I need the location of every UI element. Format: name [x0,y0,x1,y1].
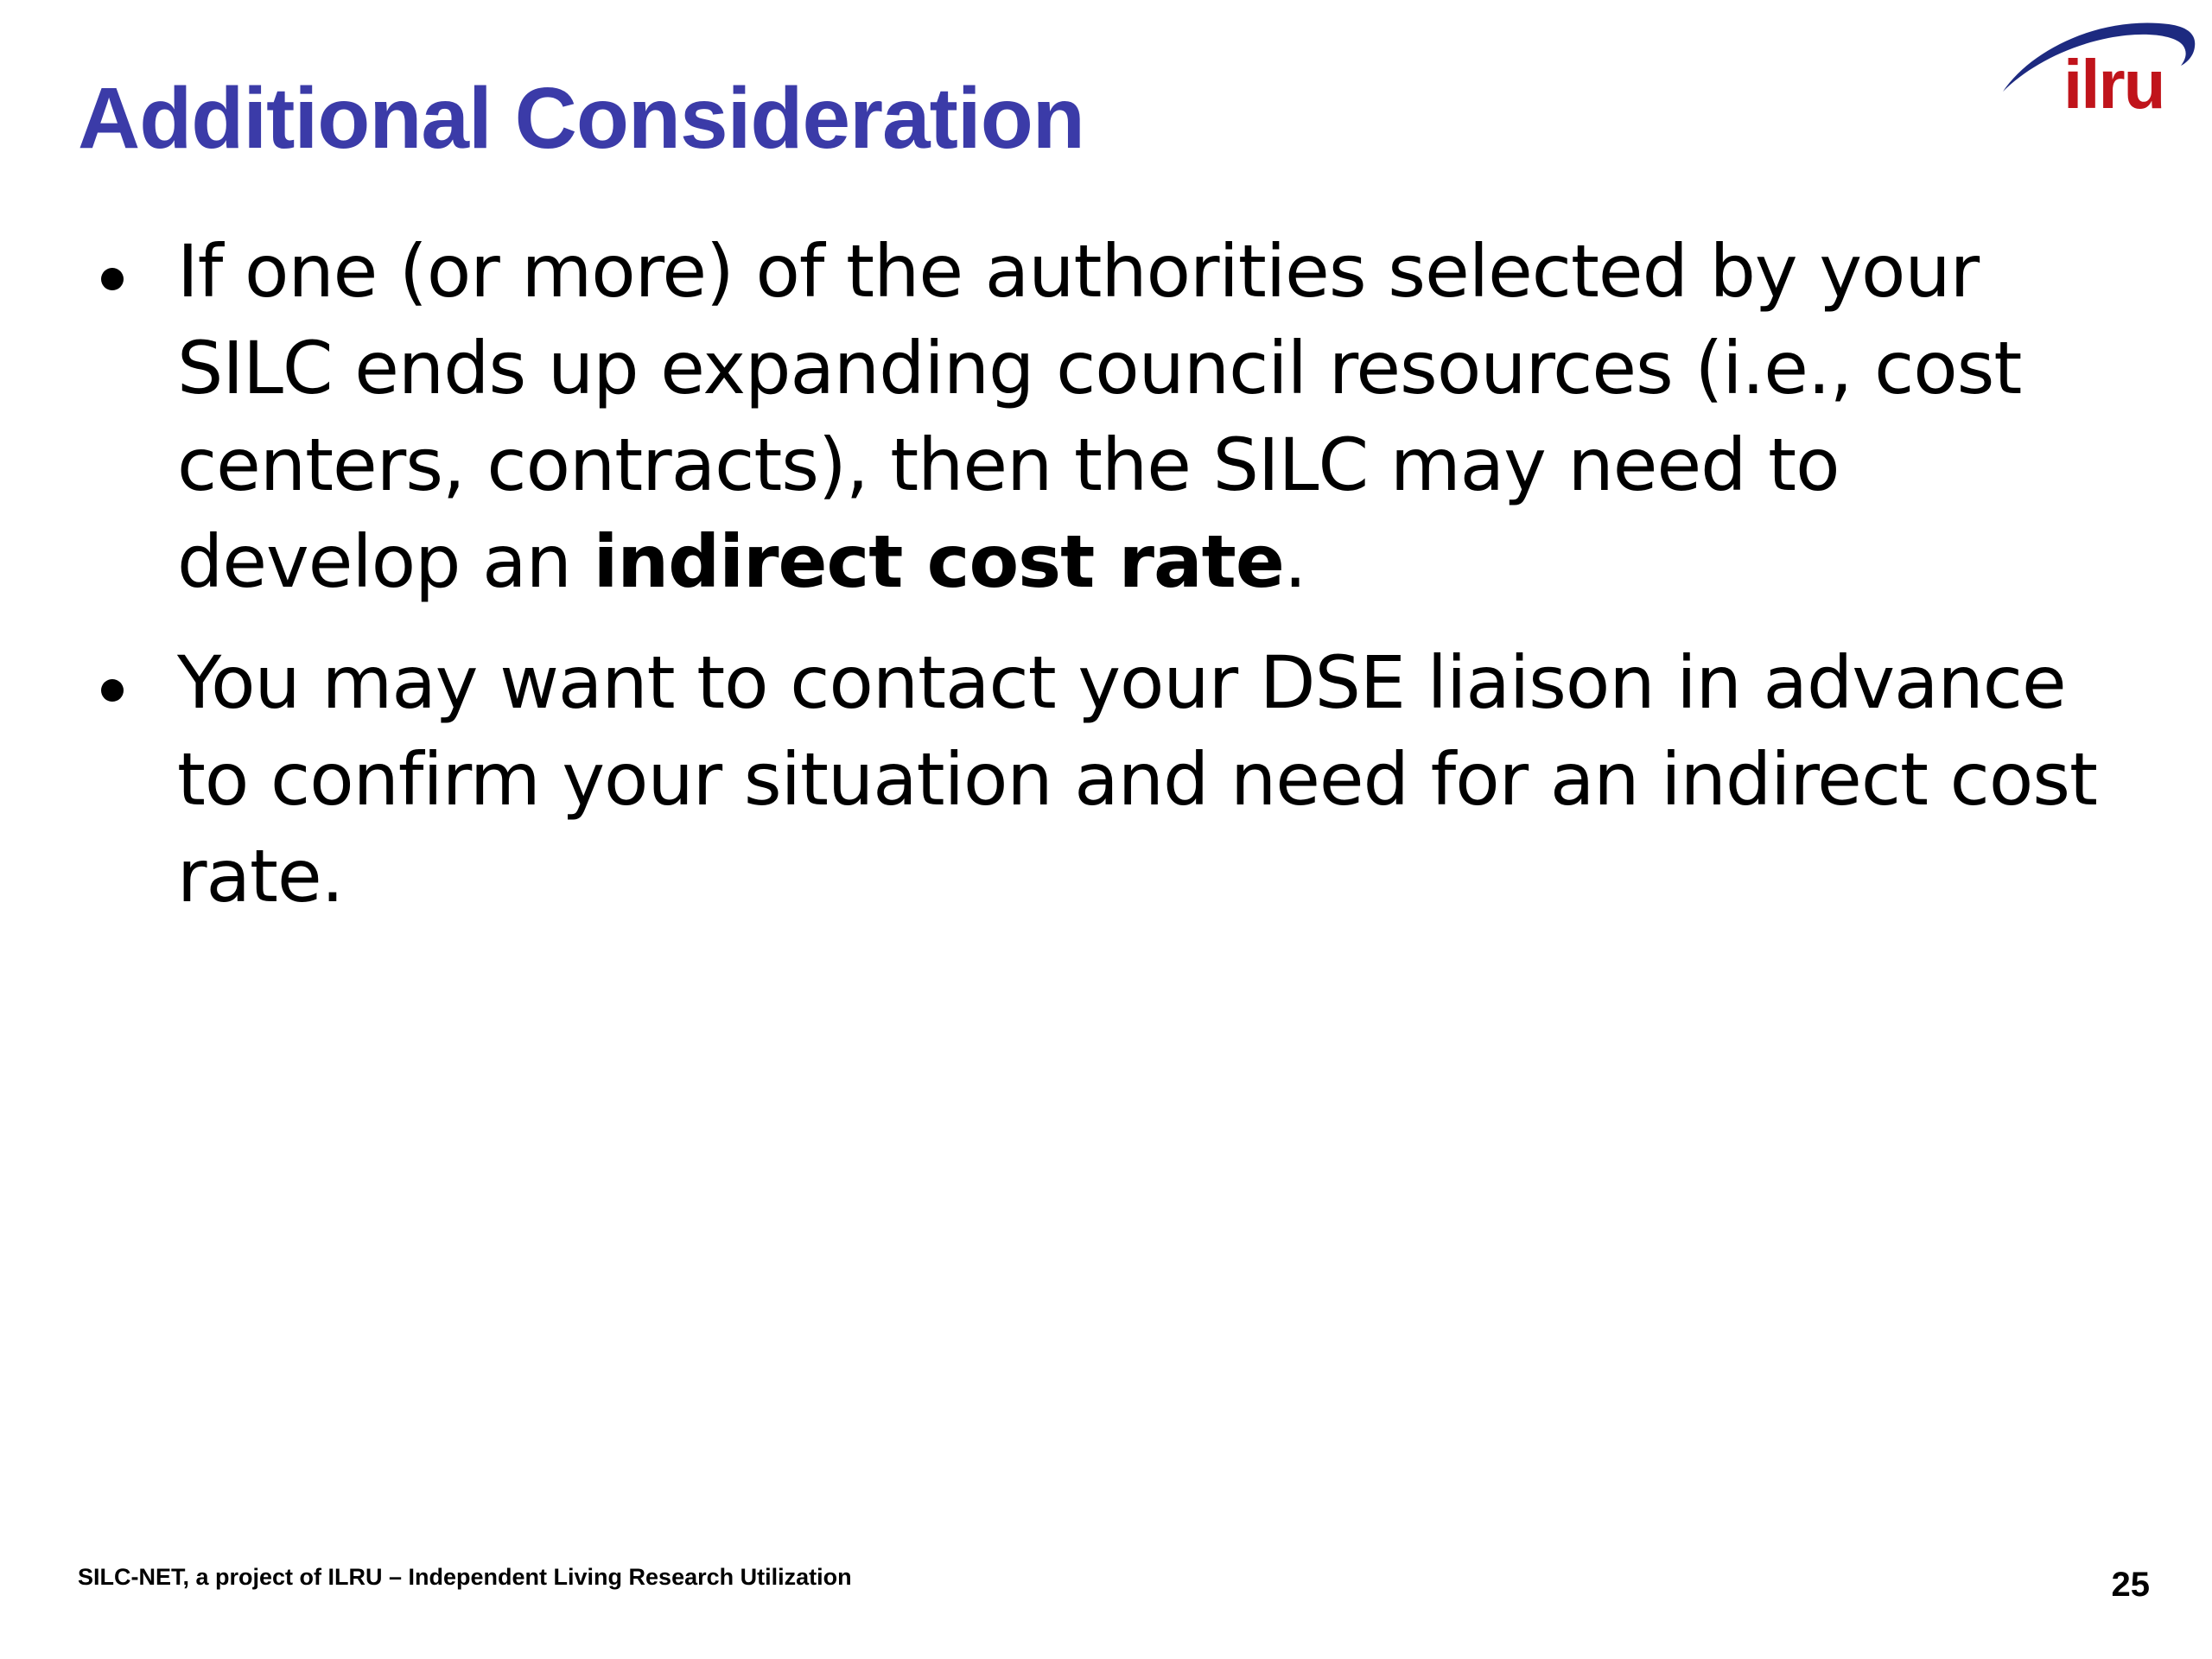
bullet-icon [101,268,124,290]
ilru-logo [1996,16,2203,128]
bullet-list [91,223,2130,949]
bullet-text: You may want to contact your DSE liaison in advance to confirm your situation and need for an indirect cost rate. [177,640,2097,918]
logo-text: ilru [2063,46,2164,123]
bullet-text-start: If one (or more) of the authorities selected by your SILC ends up expanding council resources (i.e., cost centers, contracts), then the SILC may need to develop an [177,229,2022,604]
bullet-item-indirect-cost [91,223,2130,610]
footer-credit: SILC-NET, a project of ILRU – Independent Living Research Utilization [78,1564,852,1590]
bullet-item-dse-liaison [91,634,2130,925]
bullet-emphasis: indirect cost rate [593,519,1284,604]
slide-title: Additional Consideration [78,70,1084,167]
page-number: 25 [2111,1566,2150,1604]
bullet-icon [101,679,124,702]
bullet-text-end: . [1283,519,1306,604]
